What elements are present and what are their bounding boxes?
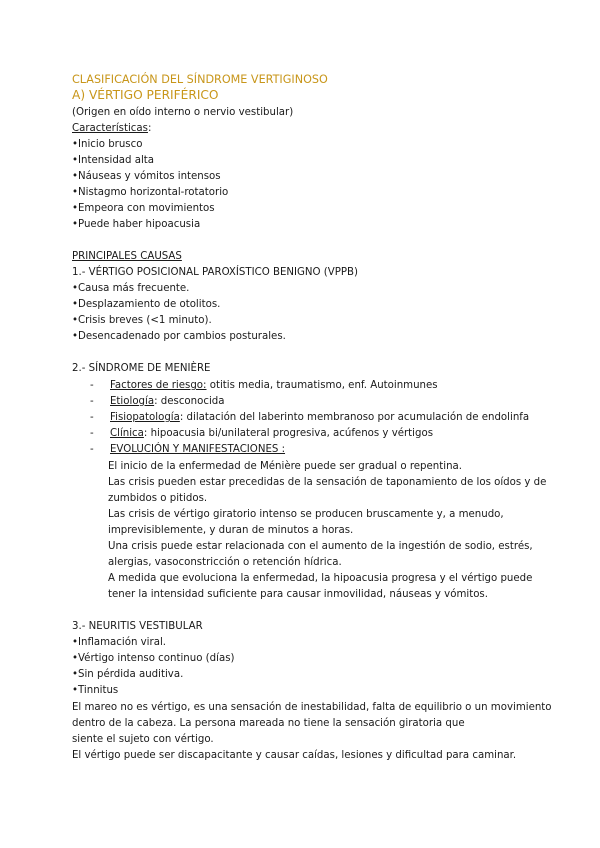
closing-line: siente el sujeto con vértigo. — [72, 734, 214, 745]
list-item: •Vértigo intenso continuo (días) — [72, 653, 235, 664]
causes-heading: PRINCIPALES CAUSAS — [72, 251, 182, 262]
list-item: •Sin pérdida auditiva. — [72, 669, 184, 680]
bullet: • — [72, 203, 79, 214]
dash: - — [90, 444, 94, 455]
list-item: •Tinnitus — [72, 685, 119, 696]
list-item: •Inicio brusco — [72, 139, 143, 150]
list-item: •Intensidad alta — [72, 155, 155, 166]
list-item: •Nistagmo horizontal-rotatorio — [72, 187, 229, 198]
bullet: • — [72, 219, 79, 230]
characteristics-colon: : — [147, 123, 152, 134]
list-item: •Náuseas y vómitos intensos — [72, 171, 221, 182]
meniere-paragraph-line: tener la intensidad suficiente para causar inmovilidad, náuseas y vómitos. — [108, 589, 488, 600]
section-a-heading: A) VÉRTIGO PERIFÉRICO — [72, 88, 219, 102]
meniere-heading: 2.- SÍNDROME DE MENIÈRE — [72, 363, 211, 374]
characteristics-label: Características — [72, 123, 148, 134]
list-item: •Crisis breves (<1 minuto). — [72, 315, 212, 326]
bullet: • — [72, 653, 79, 664]
list-item: •Desplazamiento de otolitos. — [72, 299, 221, 310]
bullet: • — [72, 637, 79, 648]
meniere-item: - Factores de riesgo: otitis media, traumatismo, enf. Autoinmunes — [90, 380, 438, 391]
list-item: •Causa más frecuente. — [72, 283, 190, 294]
bullet: • — [72, 155, 79, 166]
dash: - — [90, 380, 94, 391]
neuritis-heading: 3.- NEURITIS VESTIBULAR — [72, 621, 203, 632]
meniere-item: - EVOLUCIÓN Y MANIFESTACIONES : — [90, 444, 286, 455]
meniere-item: - Etiología: desconocida — [90, 396, 225, 407]
closing-line: El vértigo puede ser discapacitante y causar caídas, lesiones y dificultad para caminar. — [72, 750, 517, 761]
bullet: • — [72, 171, 79, 182]
meniere-paragraph-line: imprevisiblemente, y duran de minutos a horas. — [108, 525, 354, 536]
dash: - — [90, 396, 94, 407]
meniere-paragraph-line: zumbidos o pitidos. — [108, 493, 208, 504]
meniere-paragraph-line: A medida que evoluciona la enfermedad, la hipoacusia progresa y el vértigo puede — [108, 573, 533, 584]
dash: - — [90, 412, 94, 423]
bullet: • — [72, 331, 79, 342]
meniere-paragraph-line: Las crisis pueden estar precedidas de la sensación de taponamiento de los oídos y de — [108, 477, 547, 488]
meniere-item: - Fisiopatología: dilatación del laberinto membranoso por acumulación de endolinfa — [90, 412, 530, 423]
meniere-item: - Clínica: hipoacusia bi/unilateral progresiva, acúfenos y vértigos — [90, 428, 434, 439]
section-a-origin: (Origen en oído interno o nervio vestibular) — [72, 107, 294, 118]
meniere-paragraph-line: alergias, vasoconstricción o retención hídrica. — [108, 557, 342, 568]
bullet: • — [72, 669, 79, 680]
bullet: • — [72, 299, 79, 310]
list-item: •Desencadenado por cambios posturales. — [72, 331, 286, 342]
meniere-paragraph-line: Las crisis de vértigo giratorio intenso se producen bruscamente y, a menudo, — [108, 509, 504, 520]
bullet: • — [72, 139, 79, 150]
meniere-paragraph-line: Una crisis puede estar relacionada con el aumento de la ingestión de sodio, estrés, — [108, 541, 533, 552]
characteristics-heading — [72, 122, 151, 136]
list-item: •Inflamación viral. — [72, 637, 167, 648]
closing-line: dentro de la cabeza. La persona mareada no tiene la sensación giratoria que — [72, 718, 465, 729]
vppb-heading: 1.- VÉRTIGO POSICIONAL PAROXÍSTICO BENIGNO (VPPB) — [72, 267, 358, 278]
list-item: •Empeora con movimientos — [72, 203, 215, 214]
bullet: • — [72, 283, 79, 294]
bullet: • — [72, 685, 79, 696]
document-title: CLASIFICACIÓN DEL SÍNDROME VERTIGINOSO — [72, 73, 328, 86]
list-item: •Puede haber hipoacusia — [72, 219, 201, 230]
bullet: • — [72, 187, 79, 198]
dash: - — [90, 428, 94, 439]
bullet: • — [72, 315, 79, 326]
meniere-paragraph-line: El inicio de la enfermedad de Ménière puede ser gradual o repentina. — [108, 461, 463, 472]
closing-line: El mareo no es vértigo, es una sensación de inestabilidad, falta de equilibrio o un movimiento — [72, 702, 552, 713]
